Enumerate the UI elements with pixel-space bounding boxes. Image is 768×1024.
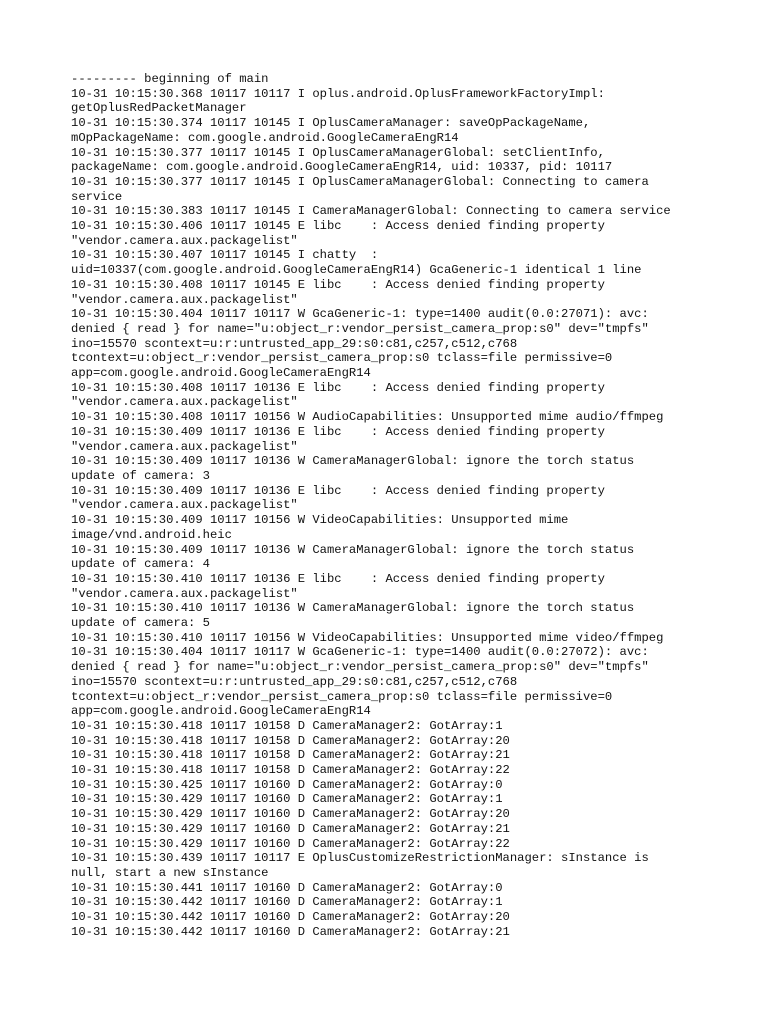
log-line: 10-31 10:15:30.374 10117 10145 I OplusCameraManager: saveOpPackageName, (71, 116, 591, 131)
log-line: 10-31 10:15:30.368 10117 10117 I oplus.android.OplusFrameworkFactoryImpl: (71, 86, 605, 101)
log-line: service (71, 189, 123, 204)
log-line: 10-31 10:15:30.377 10117 10145 I OplusCameraManagerGlobal: Connecting to camera (71, 174, 649, 189)
log-line: 10-31 10:15:30.442 10117 10160 D CameraManager2: GotArray:20 (71, 910, 510, 925)
log-line: 10-31 10:15:30.410 10117 10156 W VideoCapabilities: Unsupported mime video/ffmpeg (71, 630, 664, 645)
log-line: 10-31 10:15:30.407 10117 10145 I chatty : (71, 248, 379, 263)
log-line: update of camera: 4 (71, 557, 210, 572)
log-line: 10-31 10:15:30.404 10117 10117 W GcaGeneric-1: type=1400 audit(0.0:27072): avc: (71, 645, 649, 660)
log-line: 10-31 10:15:30.406 10117 10145 E libc : Access denied finding property (71, 219, 605, 234)
log-line: 10-31 10:15:30.409 10117 10136 E libc : Access denied finding property (71, 424, 605, 439)
log-line: uid=10337(com.google.android.GoogleCameraEngR14) GcaGeneric-1 identical 1 line (71, 263, 642, 278)
log-line: 10-31 10:15:30.409 10117 10136 W CameraManagerGlobal: ignore the torch status (71, 454, 635, 469)
log-line: "vendor.camera.aux.packagelist" (71, 586, 298, 601)
log-line: app=com.google.android.GoogleCameraEngR14 (71, 366, 371, 381)
log-line: ino=15570 scontext=u:r:untrusted_app_29:s0:c81,c257,c512,c768 (71, 674, 518, 689)
log-line: 10-31 10:15:30.442 10117 10160 D CameraManager2: GotArray:1 (71, 895, 503, 910)
log-line: update of camera: 5 (71, 616, 210, 631)
log-line: app=com.google.android.GoogleCameraEngR14 (71, 704, 371, 719)
log-line: 10-31 10:15:30.408 10117 10145 E libc : Access denied finding property (71, 277, 605, 292)
log-line: --------- beginning of main (71, 72, 269, 86)
log-line: 10-31 10:15:30.441 10117 10160 D CameraManager2: GotArray:0 (71, 880, 503, 895)
log-line: 10-31 10:15:30.418 10117 10158 D CameraManager2: GotArray:22 (71, 763, 510, 778)
log-line: packageName: com.google.android.GoogleCameraEngR14, uid: 10337, pid: 10117 (71, 160, 613, 175)
log-line: getOplusRedPacketManager (71, 101, 247, 116)
log-line: "vendor.camera.aux.packagelist" (71, 439, 298, 454)
log-line: 10-31 10:15:30.425 10117 10160 D CameraManager2: GotArray:0 (71, 777, 503, 792)
log-line: 10-31 10:15:30.429 10117 10160 D CameraManager2: GotArray:20 (71, 807, 510, 822)
log-line: 10-31 10:15:30.409 10117 10136 E libc : Access denied finding property (71, 483, 605, 498)
log-line: tcontext=u:object_r:vendor_persist_camera_prop:s0 tclass=file permissive=0 (71, 351, 613, 366)
log-line: mOpPackageName: com.google.android.GoogleCameraEngR14 (71, 130, 459, 145)
log-line: "vendor.camera.aux.packagelist" (71, 233, 298, 248)
log-line: null, start a new sInstance (71, 865, 269, 880)
log-line: 10-31 10:15:30.418 10117 10158 D CameraManager2: GotArray:21 (71, 748, 510, 763)
log-document (71, 72, 711, 939)
log-line: 10-31 10:15:30.383 10117 10145 I CameraManagerGlobal: Connecting to camera service (71, 204, 671, 219)
log-line: ino=15570 scontext=u:r:untrusted_app_29:s0:c81,c257,c512,c768 (71, 336, 518, 351)
log-body (71, 72, 711, 939)
log-line: "vendor.camera.aux.packagelist" (71, 292, 298, 307)
log-line: image/vnd.android.heic (71, 527, 232, 542)
log-line: 10-31 10:15:30.418 10117 10158 D CameraManager2: GotArray:1 (71, 718, 503, 733)
log-line: 10-31 10:15:30.408 10117 10136 E libc : Access denied finding property (71, 380, 605, 395)
log-line: tcontext=u:object_r:vendor_persist_camera_prop:s0 tclass=file permissive=0 (71, 689, 613, 704)
log-line: 10-31 10:15:30.429 10117 10160 D CameraManager2: GotArray:1 (71, 792, 503, 807)
log-line: 10-31 10:15:30.409 10117 10136 W CameraManagerGlobal: ignore the torch status (71, 542, 635, 557)
log-line: 10-31 10:15:30.439 10117 10117 E OplusCustomizeRestrictionManager: sInstance is (71, 851, 649, 866)
log-line: "vendor.camera.aux.packagelist" (71, 395, 298, 410)
log-line: update of camera: 3 (71, 468, 210, 483)
log-line: "vendor.camera.aux.packagelist" (71, 498, 298, 513)
log-line: 10-31 10:15:30.410 10117 10136 E libc : Access denied finding property (71, 571, 605, 586)
log-line: 10-31 10:15:30.409 10117 10156 W VideoCapabilities: Unsupported mime (71, 513, 569, 528)
log-line: 10-31 10:15:30.404 10117 10117 W GcaGeneric-1: type=1400 audit(0.0:27071): avc: (71, 307, 649, 322)
log-line: 10-31 10:15:30.410 10117 10136 W CameraManagerGlobal: ignore the torch status (71, 601, 635, 616)
log-line: 10-31 10:15:30.377 10117 10145 I OplusCameraManagerGlobal: setClientInfo, (71, 145, 605, 160)
log-line: denied { read } for name="u:object_r:vendor_persist_camera_prop:s0" dev="tmpfs" (71, 660, 649, 675)
log-line: denied { read } for name="u:object_r:vendor_persist_camera_prop:s0" dev="tmpfs" (71, 321, 649, 336)
log-line: 10-31 10:15:30.429 10117 10160 D CameraManager2: GotArray:21 (71, 821, 510, 836)
log-line: 10-31 10:15:30.429 10117 10160 D CameraManager2: GotArray:22 (71, 836, 510, 851)
log-line: 10-31 10:15:30.442 10117 10160 D CameraManager2: GotArray:21 (71, 924, 510, 939)
log-line: 10-31 10:15:30.418 10117 10158 D CameraManager2: GotArray:20 (71, 733, 510, 748)
log-line: 10-31 10:15:30.408 10117 10156 W AudioCapabilities: Unsupported mime audio/ffmpeg (71, 410, 664, 425)
